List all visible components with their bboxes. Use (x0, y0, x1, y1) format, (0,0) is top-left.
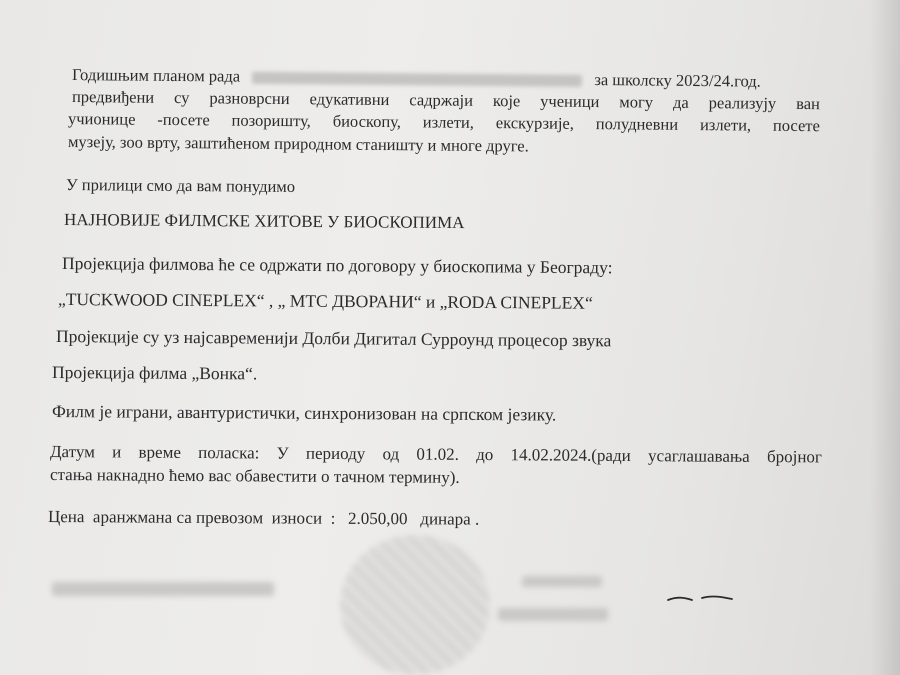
word: да (672, 92, 689, 112)
word: екскурзије, (495, 113, 575, 133)
word: предвиђени (71, 87, 155, 107)
word: од (382, 444, 400, 464)
word: време (138, 442, 181, 462)
date-line-1 (50, 442, 822, 467)
school-year-text: за школску 2023/24.год. (594, 70, 761, 91)
word: учионице (67, 109, 136, 129)
offer-intro-text: У прилици смо да вам понудимо (65, 175, 296, 196)
redacted-signatory-title (522, 576, 602, 587)
page-edge-shadow (870, 0, 900, 675)
price-text: Цена аранжмана са превозом износи : 2.050,00 динара . (47, 507, 480, 529)
cinemas-text: „TUCKWOOD CINEPLEX“ , „ МТС ДВОРАНИ“ и „RODA CINEPLEX“ (57, 289, 593, 313)
word: до (476, 444, 494, 465)
word: У (276, 443, 289, 463)
word: и (112, 442, 122, 462)
word: реализују (708, 93, 777, 113)
word: излети, (422, 112, 475, 132)
word: ученици (540, 91, 600, 112)
word: могу (619, 92, 654, 112)
word: усаглашавања (647, 446, 750, 466)
word: разноврсни (209, 88, 290, 109)
word: поласка: (198, 443, 260, 463)
word: које (492, 91, 521, 111)
word: 01.02. (416, 444, 459, 464)
word: ван (796, 93, 820, 114)
word: периоду (305, 443, 366, 464)
film-title-text: Пројекција филма „Вонка“. (51, 362, 258, 384)
word: позоришту, (231, 110, 311, 131)
plan-intro-text: Годишњим планом рада (71, 65, 241, 86)
word: едукативни (309, 89, 390, 110)
word: -посете (157, 109, 210, 130)
word: биоскопу, (332, 111, 402, 132)
redacted-school-name (252, 72, 582, 87)
word: излети, (699, 115, 752, 135)
word: 14.02.2024.(ради (510, 445, 631, 466)
redacted-signatory-name (498, 608, 608, 621)
signature-mark (660, 588, 740, 618)
projection-place-text: Пројекција филмова ће се одржати по договору у биоскопима у Београду: (61, 253, 613, 278)
word: садржаји (409, 90, 474, 110)
genre-text: Филм је играни, авантуристички, синхронизован на српском језику. (51, 401, 557, 425)
paragraph-1-line-4: музеју, зоо врту, заштићеном природном станишту и многе друге. (67, 132, 529, 156)
official-stamp (340, 535, 490, 675)
date-line-2: стања накнадно ћемо вас обавестити о тачном термину). (49, 465, 460, 487)
word: Датум (49, 442, 96, 462)
word: полудневни (595, 114, 679, 134)
word: посете (772, 115, 820, 136)
redacted-place-date (52, 582, 274, 596)
word: су (174, 87, 190, 108)
headline-text: НАЈНОВИЈЕ ФИЛМСКЕ ХИТОВЕ У БИОСКОПИМА (63, 210, 465, 233)
sound-text: Пројекције су уз најсавременији Долби Дигитал Сурроунд процесор звука (55, 326, 612, 351)
word: бројног (766, 447, 823, 467)
